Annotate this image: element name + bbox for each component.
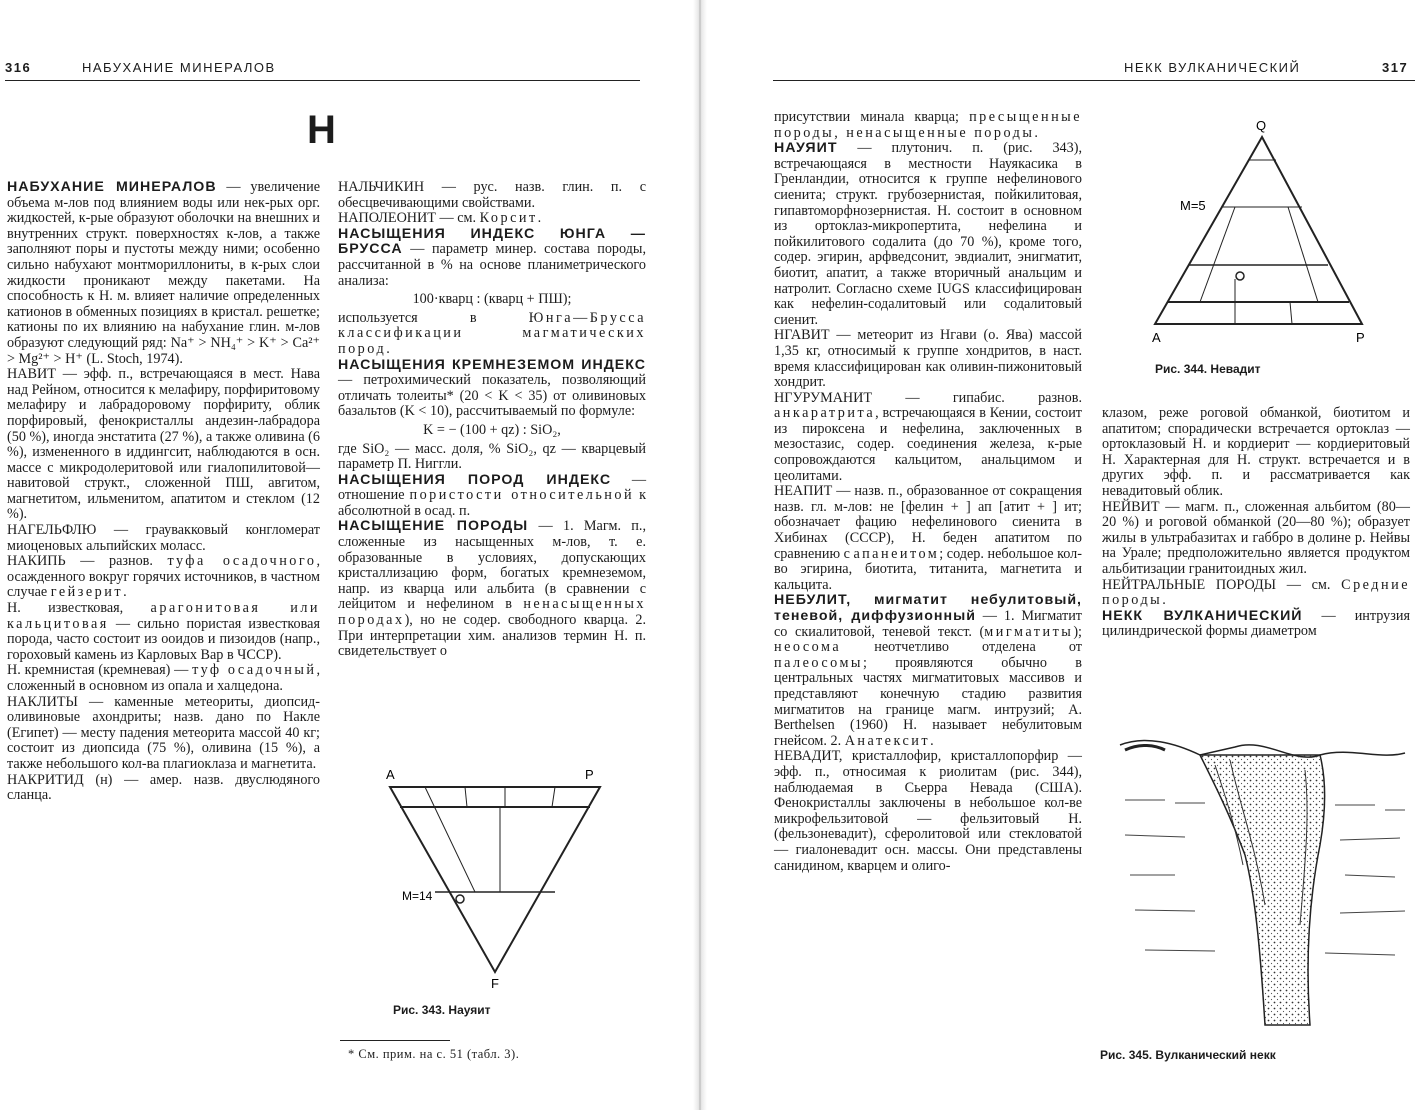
- entry-yunga-usage: [338, 311, 646, 358]
- entry-navit: НАВИТ — эфф. п., встречающаяся в мест. Нава над Рейном, относится к мелафиру, порфиритовому мелафиру и лабрадоровому порфириту, облик порфировый, фенокристаллы андезин-лабрадора (50 %), иногда энстатита (27 %), а также оливина (6 %), измененного в иддингсит, наблюдаются в осн. массе с микродолеритовой или гиалопилитовой—навитовой структ., сложенной ПШ, авгитом, магнетитом, ильменитом, апатитом и стеклом (12 %).: [7, 366, 320, 523]
- spaced-text: пористости относительной: [409, 487, 635, 504]
- text: , встречающаяся в Кении, состоит из пироксена и нефелина, заключенных в мезостазис, содер. соединения железа, к-рые сопровождаются кальцитом, анальцимом и цеолитами.: [774, 405, 1082, 484]
- spaced-text: Анатексит: [844, 732, 931, 749]
- entry-nabukhanie: [7, 180, 320, 367]
- text: НЕЙТРАЛЬНЫЕ ПОРОДЫ — см.: [1102, 576, 1342, 593]
- text: ; проявляются обычно в центральных частях мигматитовых массивов и представляют конечную стадию развития мигматитов на границе магм. интрузий; A. Berthelsen (1960) Н. называет небулитовым гнейсом. 2.: [774, 654, 1082, 749]
- right-page: [700, 0, 1421, 1110]
- fig345-lava-flow: [1125, 745, 1165, 750]
- entry-nekk: [1102, 609, 1410, 640]
- spaced-text: Средние породы: [1102, 576, 1410, 609]
- fig343-label-p: P: [585, 767, 594, 782]
- fig343-line: [552, 787, 555, 807]
- figure-344-triangle: [1140, 112, 1380, 347]
- headword: НАУЯИТ: [774, 140, 838, 157]
- running-head-left: НАБУХАНИЕ МИНЕРАЛОВ: [82, 60, 276, 75]
- headword: НАБУХАНИЕ МИНЕРАЛОВ: [7, 179, 217, 195]
- fig344-label-a: A: [1152, 330, 1161, 345]
- entry-neyvit: НЕЙВИТ — магм. п., сложенная альбитом (80—20 %) и роговой обманкой (20—80 %); образует жилы в ультрабазитах и габбро в долине р. Нейвы на Урале; предположительно является продуктом альбитизации гранитоидных жил.: [1102, 498, 1410, 577]
- page-number-right: 317: [1382, 60, 1409, 75]
- entry-formula-note: где SiO₂ — масс. доля, % SiO₂, qz — кварцевый параметр П. Ниггли.: [338, 440, 646, 473]
- entry-nasyshcheniya-yunga: [338, 227, 646, 289]
- text: .: [537, 210, 542, 227]
- text: — отношение: [338, 471, 647, 504]
- entry-nasyshchenie-porody: [338, 519, 646, 659]
- entry-text: — увеличение объема м-лов под влиянием воды или нек-рых орг. жидкостей, к-рые образуют оболочки на внешних и внутренних структ. поверхностях к-лов, а также заполняют поры и пустоты между ними; особенно сильно набухают монтмориллониты, в к-рых слои жидкости проникают между пакетами. На способность к Н. м. влияет наличие определенных катионов в обменных позициях в кристал. решетке; катионы по их влиянию на набухание глин. м-лов образуют следующий ряд: Na⁺ > NH₄⁺ > K⁺ > Ca²⁺ > Mg²⁺ > H⁺ (L. Stoch, 1974).: [7, 179, 321, 367]
- entry-text: — интрузия цилиндрической формы диаметром: [1102, 607, 1410, 640]
- text: НГУРУМАНИТ — гипабис. разнов.: [774, 389, 1082, 406]
- right-column-2: [1102, 406, 1410, 640]
- figure-344-caption: Рис. 344. Невадит: [1155, 362, 1261, 376]
- fig343-point: [456, 895, 464, 903]
- figure-345-volcanic-neck: [1105, 725, 1415, 1035]
- spaced-text: туфа осадочного: [167, 553, 317, 570]
- text: ; содер. небольшое кол-во эгирина, биотита, титанита, магнетита и кальцита.: [774, 545, 1082, 593]
- fig344-label-q: Q: [1256, 118, 1267, 133]
- entry-nakip: [7, 554, 320, 601]
- fig344-outline: [1155, 137, 1362, 324]
- header-rule-right: [773, 80, 1415, 81]
- entry-nevadit-continued: клазом, реже роговой обманкой, биотитом и апатитом; спорадически встречается ортоклаз — ортоклазовый Н. и кордиерит — кордиеритовый Н. Характерная для Н. структ. встречается и в других эфф. п. и рассматривается как невадитовый облик.: [1102, 405, 1410, 499]
- header-rule-left: [5, 80, 640, 81]
- headword: НЕКК ВУЛКАНИЧЕСКИЙ: [1102, 607, 1303, 624]
- text: Н. известковая,: [7, 600, 151, 617]
- footnote-rule: [340, 1040, 450, 1041]
- entry-nevadit: НЕВАДИТ, кристаллофир, кристаллопорфир — эфф. п., относимая к риолитам (рис. 344), наблюдаемая в Сьерра Невада (США). Фенокристаллы заключены в небольшое кол-ве микрофельзитовой — фельзитовый Н. (фельзоневадит), сферолитовой или стекловатой — гиалоневадит осн. массы. Они представлены санидином, кварцем и олиго-: [774, 748, 1082, 874]
- text: НЕАПИТ — назв. п., образованное от сокращения назв. гл. м-лов: не [фелин + ] ап [атит + ] ит; обозначает фацию нефелинового сиенита в Хибинах (СССР), Н. беден апатитом по сравнению с: [774, 483, 1082, 562]
- entry-ngavit: НГАВИТ — метеорит из Нгави (о. Ява) массой 1,35 кг, относимый к группе хондритов, в наст. время классифицирован как оливин-пижонитовый хондрит.: [774, 327, 1082, 391]
- figure-343-triangle: [380, 762, 620, 992]
- spaced-text: туф осадочный: [192, 662, 317, 679]
- text: используется в: [338, 309, 529, 326]
- formula-2: K = − (100 + qz) : SiO₂,: [423, 421, 561, 438]
- fig344-line: [1200, 207, 1235, 302]
- spaced-text: гейзерит: [50, 584, 124, 601]
- fig344-line: [1290, 302, 1292, 324]
- text: ), но не содер. свободного кварца. 2. При интерпретации хим. анализов термин Н. п. свидетельствует о: [338, 612, 646, 660]
- text: неотчетливо отделена от: [841, 639, 1082, 656]
- formula-1: 100·кварц : (кварц + ПШ);: [412, 291, 572, 308]
- fig344-line: [1288, 207, 1318, 302]
- entry-nagelflyu: НАГЕЛЬФЛЮ — граувакковый конгломерат миоценовых альпийских моласс.: [7, 522, 320, 554]
- figure-343-caption: Рис. 343. Науяит: [393, 1003, 491, 1017]
- entry-nasyshcheniya-porod: [338, 473, 646, 520]
- spaced-text: ненасыщенных породах: [338, 596, 646, 629]
- entry-continuation: [774, 110, 1082, 141]
- right-column-1: [774, 110, 1082, 874]
- fig343-label-a: A: [386, 767, 395, 782]
- entry-napoleonit: [338, 211, 646, 227]
- entry-text: — параметр минер. состава породы, рассчитанной в % на основе планиметрического анализа:: [338, 241, 646, 289]
- spaced-text: мигматиты: [984, 623, 1074, 640]
- fig343-label-m: M=14: [402, 889, 433, 903]
- text: .: [1162, 592, 1166, 609]
- entry-text: — петрохимический показатель, позволяющий отличать толеиты* (20 < K < 35) от оливиновых базальтов (K < 10), рассчитываемый по формуле:: [338, 372, 646, 420]
- section-letter: Н: [307, 108, 336, 152]
- spaced-text: неосома: [774, 639, 842, 656]
- text: , сложенный в основном из опала и халцедона.: [7, 662, 320, 694]
- headword: НАСЫЩЕНИЯ ИНДЕКС ЮНГА — БРУССА: [338, 225, 646, 258]
- entry-neytralnye: [1102, 578, 1410, 609]
- entry-nakritid: НАКРИТИД (н) — амер. назв. двуслюдяного сланца.: [7, 771, 320, 804]
- spaced-text: палеосомы: [774, 654, 863, 671]
- text: , осажденного вокруг горячих источников, в частном случае: [7, 553, 320, 601]
- fig343-line: [465, 787, 467, 807]
- text: — 1. Мигматит со скиалитовой, теневой текст. (: [774, 608, 1082, 640]
- entry-nakip-izvestkovaya: [7, 601, 320, 663]
- headword: НЕБУЛИТ, мигматит небулитовый, теневой, диффузионный: [774, 592, 1082, 624]
- fig343-line: [425, 787, 475, 892]
- entry-naklity: НАКЛИТЫ — каменные метеориты, диопсид-оливиновые ахондриты; назв. дано по Накле (Египет) — месту падения метеорита массой 40 кг; состоит из диопсида (75 %), оливина (15 %), а также небольшого кол-ва плагиоклаза и магнетита.: [7, 693, 320, 772]
- text: — сильно пористая известковая порода, часто состоит из ооидов и пизоидов (напр., гороховый камень из Карловых Вар в ЧССР).: [7, 615, 320, 663]
- left-column-1: [7, 180, 320, 804]
- running-head-right: НЕКК ВУЛКАНИЧЕСКИЙ: [1124, 60, 1301, 75]
- fig343-outline: [390, 787, 600, 972]
- text: .: [1034, 124, 1038, 141]
- entry-nauyait: [774, 141, 1082, 328]
- entry-text: — плутонич. п. (рис. 343), встречающаяся в местности Науякасика в Гренландии, относится к группе нефелинового сиенита; структ. грубозернистая, пойкилитовая, гипавтоморфнозернистая. Н. состоит в основном из ортоклаз-микропертита, нефелина и пойкилитового содалита (до 70 %), кроме того, содер. эгирин, арфведсонит, эвдиалит, энигматит, биотит, апатит, а также вторичный анальцим и натролит. Согласно схеме IUGS классифицирован как нефелин-содалитовый или содалитовый сиенит.: [774, 140, 1082, 328]
- text: );: [1073, 623, 1082, 640]
- left-column-2: [338, 180, 646, 660]
- entry-ngurumanit: [774, 391, 1082, 485]
- page-number-left: 316: [5, 60, 32, 75]
- text: присутствии минала кварца;: [774, 109, 970, 125]
- fig344-point: [1236, 272, 1244, 280]
- entry-nakip-kremnistaya: [7, 663, 320, 694]
- spaced-text: анкаратрита: [774, 405, 876, 422]
- text: .: [386, 340, 390, 357]
- text: к абсолютной в осад. п.: [338, 487, 646, 519]
- headword: НАСЫЩЕНИЯ ПОРОД ИНДЕКС: [338, 471, 612, 488]
- spaced-text: пресыщенные породы, ненасыщенные породы: [774, 109, 1082, 141]
- spaced-text: апанеитом: [853, 545, 940, 562]
- spaced-text: арагонитовая или кальцитовая: [7, 600, 321, 632]
- text: .: [123, 584, 127, 601]
- spaced-text: Корсит: [479, 210, 538, 227]
- headword: НАСЫЩЕНИЯ КРЕМНЕЗЕМОМ ИНДЕКС: [338, 356, 646, 373]
- text: — 1. Магм. п., сложенные из насыщенных м-лов, т. е. образованные в условиях, допускающих кристаллизацию форм, богатых кремнеземом, напр. из кварца или альбита (в сравнении с лейцитом и нефелином в: [338, 518, 646, 613]
- entry-nasyshcheniya-kremnezemom: [338, 358, 646, 420]
- fig344-label-m: M=5: [1180, 198, 1206, 213]
- spaced-text: Юнга—Брусса классификации магматических пород: [338, 309, 646, 357]
- fig343-label-f: F: [491, 976, 499, 991]
- text: НАКИПЬ — разнов.: [7, 553, 168, 570]
- footnote: * См. прим. на с. 51 (табл. 3).: [348, 1047, 520, 1061]
- text: НАПОЛЕОНИТ — см.: [338, 210, 480, 227]
- entry-nalchikin: НАЛЬЧИКИН — рус. назв. глин. п. с обесцвечивающими свойствами.: [338, 179, 646, 211]
- text: .: [930, 732, 934, 749]
- entry-nebulit: [774, 593, 1082, 749]
- entry-neapit: [774, 484, 1082, 593]
- headword: НАСЫЩЕНИЕ ПОРОДЫ: [338, 518, 529, 535]
- figure-345-caption: Рис. 345. Вулканический некк: [1100, 1048, 1276, 1062]
- text: Н. кремнистая (кремневая) —: [7, 662, 193, 679]
- left-page: [0, 0, 700, 1110]
- fig344-label-p: P: [1356, 330, 1365, 345]
